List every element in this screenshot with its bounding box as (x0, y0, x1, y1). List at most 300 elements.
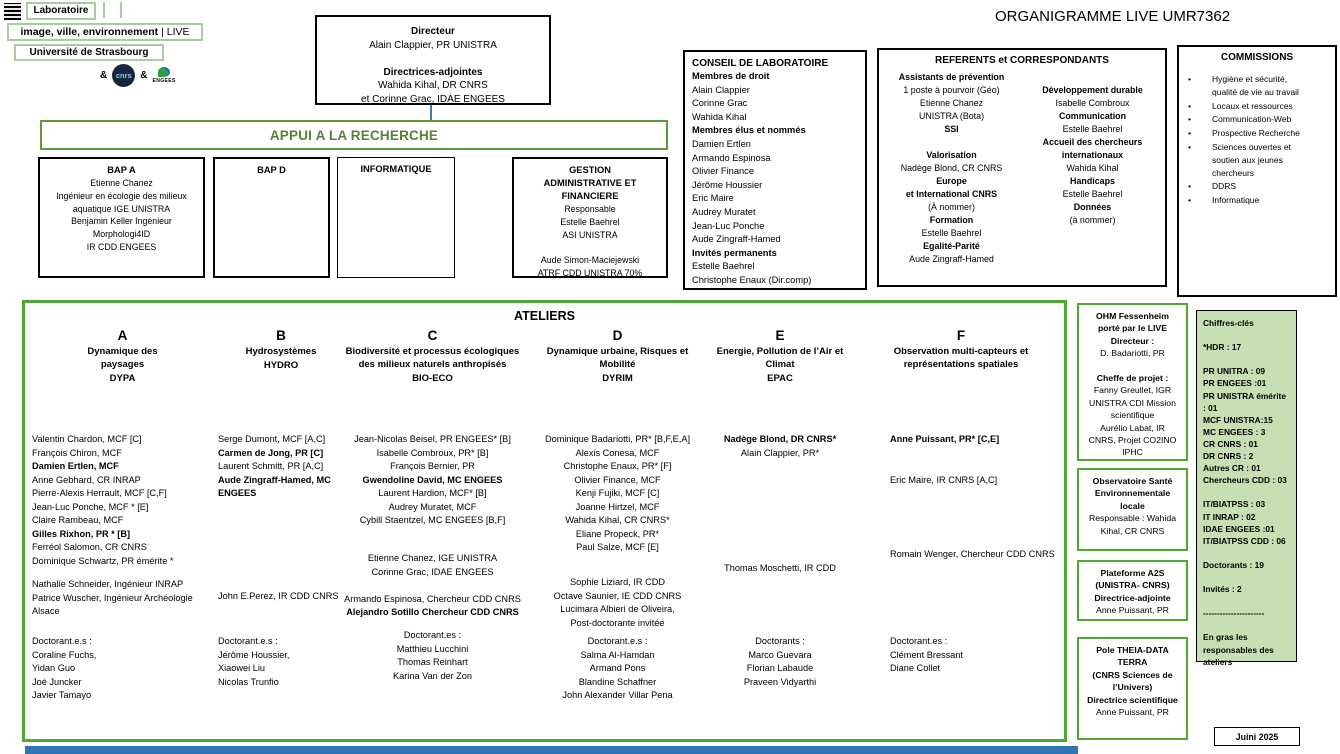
referent-line (1022, 71, 1163, 84)
commission-item-label: Hygiène et sécurité, qualité de vie au travail (1212, 74, 1299, 97)
chiffres-line: Chercheurs CDD : 03 (1203, 475, 1287, 486)
direction-line (317, 52, 549, 66)
atelier-letter: E (775, 328, 785, 343)
ateliers-title: ATELIERS (514, 309, 575, 323)
atelier-d-staff (530, 576, 705, 630)
page-title: ORGANIGRAMME LIVE UMR7362 (995, 8, 1231, 25)
conseil-member: Aude Zingraff-Hamed (692, 234, 781, 245)
staff-line: Romain Wenger, Chercheur CDD CNRS (890, 549, 1055, 559)
logo-laboratoire: Laboratoire (26, 2, 96, 20)
referent-line (881, 136, 1022, 149)
bap-a-line: Benjamin Keller Ingénieur (71, 216, 172, 227)
commission-item (1183, 180, 1331, 193)
atelier-c-staff (340, 552, 525, 620)
doctorant-line: Jérôme Houssier, (218, 649, 290, 660)
member-line: Claire Rambeau, MCF (32, 515, 124, 525)
atelier-e-header (705, 328, 855, 385)
doctorant-line: Clément Bressant (890, 649, 964, 660)
member-line: Cybill Staentzel, MC ENGEES [B,F] (359, 515, 506, 525)
member-line: Laurent Hardion, MCF* [B] (378, 488, 487, 498)
pole-line: Anne Puissant, PR (1096, 707, 1169, 718)
member-line: Aude Zingraff-Hamed, MC (218, 474, 331, 485)
conseil-member: Armando Espinosa (692, 152, 771, 163)
atelier-e-doctorants (705, 635, 855, 689)
observatoire-line: Environnementale (1094, 488, 1171, 499)
chiffres-line (1203, 486, 1290, 498)
staff-line (340, 579, 525, 593)
chiffres-line: Invités : 2 (1203, 584, 1242, 595)
ampersand: & (140, 69, 148, 81)
doctorant-line: Yidan Guo (32, 663, 76, 673)
atelier-a (30, 303, 215, 739)
member-line: Alexis Conesa, MCF (575, 447, 660, 458)
direction-line: Wahida Kihal, DR CNRS (378, 80, 488, 91)
atelier-name: Observation multi-capteurs et représentations spatiales (893, 346, 1029, 370)
observatoire-line: Kihal, CR CNRS (1100, 525, 1165, 536)
cnrs-logo: cnrs (112, 64, 135, 87)
conseil-member: Membres de droit (692, 71, 770, 81)
atelier-name: Dynamique urbaine, Risques et Mobilité (546, 346, 689, 370)
atelier-a-header (30, 328, 215, 385)
ampersand: & (100, 69, 108, 81)
doctorant-line: Joé Juncker (32, 676, 82, 687)
doctorant-line: Doctorant.es : (890, 636, 948, 646)
referent-line: Communication (1058, 111, 1127, 121)
chiffres-line: MC ENGEES : 3 (1203, 426, 1266, 437)
logo-live-suffix: | LIVE (161, 26, 190, 38)
conseil-member: Alain Clappier (692, 84, 750, 95)
ohm-line: IPHC (1122, 447, 1143, 458)
staff-line: Etienne Chanez, IGE UNISTRA (367, 553, 498, 563)
logo-live-main: image, ville, environnement (20, 26, 159, 38)
member-line: Joanne Hirtzel, MCF (575, 501, 660, 512)
member-line: Isabelle Combroux, PR* [B] (376, 447, 489, 458)
doctorant-line: Coraline Fuchs, (32, 649, 97, 660)
atelier-a-staff (30, 578, 217, 619)
referent-line: internationaux (1061, 150, 1124, 160)
staff-line: Octave Saunier, IE CDD CNRS (553, 590, 682, 601)
chiffres-line (1203, 547, 1290, 559)
referents-col-left (881, 71, 1022, 266)
referent-line: Etienne Chanez (919, 98, 984, 108)
atelier-acronym: DYRIM (602, 372, 633, 384)
bullet-icon: • (1188, 100, 1191, 111)
referents-box (877, 48, 1167, 287)
atelier-f (860, 303, 1062, 739)
chiffres-line (1203, 619, 1290, 631)
commission-item (1183, 113, 1331, 126)
referent-line: Estelle Baehrel (921, 228, 982, 238)
atelier-d (530, 303, 705, 739)
ohm-line: Aurélio Labat, IR (1100, 422, 1165, 433)
gestion-line: ASI UNISTRA (562, 229, 618, 240)
chiffres-line: ---------------------- (1203, 608, 1265, 619)
member-line: Olivier Finance, MCF (574, 474, 661, 485)
atelier-letter: F (956, 328, 966, 343)
doctorant-line: Xiaowei Liu (218, 663, 265, 673)
conseil-member: Estelle Baehrel (692, 261, 755, 272)
referent-line: Wahida Kihal (1066, 163, 1119, 173)
engees-logo (152, 67, 175, 84)
doctorant-line: Blandine Schaffner (578, 676, 657, 687)
bullet-icon: • (1188, 74, 1191, 84)
engees-leaf-icon (158, 67, 170, 77)
doctorant-line: Doctorant.es : (403, 630, 462, 640)
member-line: Anne Puissant, PR* [C,E] (890, 434, 1000, 444)
chiffres-line: IT/BIATPSS CDD : 06 (1203, 535, 1286, 546)
atelier-f-doctorants (860, 635, 1092, 676)
atelier-name: Dynamique des paysages (87, 346, 158, 370)
bap-d-title: BAP D (257, 165, 286, 175)
member-line (890, 447, 1092, 461)
atelier-b-members (215, 433, 350, 501)
referent-line: Nadège Blond, CR CNRS (900, 163, 1003, 173)
doctorant-line: Praveen Vidyarthi (743, 676, 817, 687)
member-line: Paul Salze, MCF [E] (576, 542, 659, 552)
gestion-box (512, 157, 668, 278)
connector-line (430, 105, 432, 121)
member-line: Jean-Luc Ponche, MCF * [E] (32, 501, 149, 512)
chiffres-line: CR CNRS : 01 (1203, 438, 1258, 449)
bap-a-box (38, 157, 205, 278)
gestion-line: Responsable (564, 204, 616, 214)
atelier-letter: D (612, 328, 623, 343)
ateliers-box (22, 300, 1067, 742)
engees-label: ENGEES (152, 77, 176, 84)
member-line: Audrey Muratet, MCF (388, 501, 477, 512)
chiffres-line: IDAE ENGEES :01 (1203, 523, 1275, 534)
referent-line: Aude Zingraff-Hamed (909, 254, 994, 264)
staff-line: Armando Espinosa, Chercheur CDD CNRS (344, 593, 521, 604)
appui-band (40, 120, 668, 150)
referent-line: SSI (944, 124, 959, 134)
atelier-letter: A (117, 328, 128, 343)
doctorant-line: John Alexander Villar Pena (562, 690, 673, 700)
atelier-c-members (340, 433, 525, 528)
atelier-name: Hydrosystèmes (245, 346, 317, 357)
conseil-member: Jérôme Houssier (692, 179, 763, 190)
bap-a-line: IR CDD ENGEES (86, 241, 157, 252)
member-line: Wahida Kihal, CR CNRS* (565, 515, 670, 525)
referent-line: Egalité-Parité (923, 241, 980, 251)
atelier-b (215, 303, 347, 739)
conseil-member: Eric Maire (692, 193, 734, 204)
bap-d-box (213, 157, 330, 278)
chiffres-line: PR ENGEES :01 (1203, 378, 1267, 389)
atelier-d-header (530, 328, 705, 385)
logo-divider (120, 2, 122, 18)
bap-a-line: aquatique IGE UNISTRA (72, 203, 171, 214)
gestion-line: Estelle Baehrel (560, 216, 620, 227)
referent-line: Formation (929, 215, 974, 225)
referent-line: Développement durable (1042, 85, 1143, 95)
chiffres-line: DR CNRS : 2 (1203, 451, 1254, 462)
gestion-title-2: ADMINISTRATIVE ET FINANCIERE (543, 178, 637, 201)
atelier-d-doctorants (530, 635, 705, 703)
commission-item (1183, 141, 1331, 179)
referent-line: Assistants de prévention (898, 72, 1005, 82)
member-line: Anne Gebhard, CR INRAP (32, 474, 141, 485)
atelier-a-members (30, 433, 217, 568)
atelier-letter: C (427, 328, 438, 343)
gestion-line (514, 241, 666, 254)
doctorant-line: Nicolas Trunfio (218, 676, 279, 687)
chiffres-line (1203, 353, 1290, 365)
atelier-e-members (705, 433, 855, 460)
observatoire-line: Observatoire Santé (1092, 476, 1173, 486)
bullet-icon: • (1188, 114, 1191, 125)
member-line (890, 460, 1092, 474)
chiffres-line: PR UNISTRA émérite : 01 (1203, 390, 1286, 413)
atelier-c-doctorants (340, 629, 525, 683)
plateforme-line: Plateforme A2S (1100, 568, 1165, 578)
pole-theia-box (1077, 637, 1188, 740)
chiffres-line (1203, 595, 1290, 607)
member-line: Gilles Rixhon, PR * [B] (32, 528, 131, 539)
staff-line: John E.Perez, IR CDD CNRS (218, 591, 339, 601)
commissions-list (1183, 73, 1331, 207)
ohm-line: D. Badariotti, PR (1100, 348, 1165, 359)
plateforme-line: (UNISTRA- CNRS) (1095, 580, 1170, 591)
bap-a-line: Morphologi4ID (92, 229, 151, 240)
chiffres-line (1203, 571, 1290, 583)
pole-line: (CNRS Sciences de (1092, 669, 1173, 680)
direction-line: Directeur (411, 26, 455, 37)
ohm-line: Directeur : (1110, 335, 1155, 346)
bap-a-line: Etienne Chanez (90, 178, 153, 188)
chiffres-line: PR UNITRA : 09 (1203, 366, 1266, 377)
referent-line: UNISTRA (Bota) (918, 111, 985, 121)
staff-line: Nathalie Schneider, Ingénieur INRAP (32, 579, 184, 589)
member-line: Dominique Badariotti, PR* [B,F,E,A] (544, 434, 691, 444)
chiffres-line: Doctorants : 19 (1203, 559, 1264, 570)
conseil-member: Audrey Muratet (692, 206, 756, 217)
logo-partners (100, 62, 220, 88)
conseil-list (692, 70, 858, 288)
doctorant-line: Thomas Reinhart (397, 657, 468, 667)
staff-line: Corinne Grac, IDAE ENGEES (371, 566, 494, 577)
bap-a-line: Ingénieur en écologie des milieux (56, 190, 187, 201)
referent-line: et International CNRS (905, 189, 998, 199)
doctorant-line: Doctorant.e.s : (587, 636, 648, 646)
referents-col-right (1022, 71, 1163, 266)
doctorant-line: Doctorants : (755, 636, 805, 646)
member-line: François Bernier, PR (390, 461, 475, 471)
atelier-a-doctorants (30, 635, 217, 703)
commission-item (1183, 194, 1331, 207)
chiffres-line: IT INRAP : 02 (1203, 511, 1256, 522)
atelier-letter: B (276, 328, 286, 343)
informatique-title: INFORMATIQUE (360, 164, 432, 174)
referent-line: Handicaps (1070, 176, 1115, 186)
ohm-line: Cheffe de projet : (1096, 373, 1169, 384)
logo-divider (103, 2, 105, 18)
member-line: Nadège Blond, DR CNRS* (723, 434, 837, 444)
atelier-f-members (860, 433, 1092, 487)
ohm-line: scientifique (1110, 410, 1155, 421)
appui-title: APPUI A LA RECHERCHE (269, 127, 439, 143)
atelier-c (340, 303, 525, 739)
doctorant-line: Doctorant.e.s : (218, 636, 278, 646)
referent-line: (À nommer) (928, 202, 975, 212)
atelier-f-header (860, 328, 1062, 372)
commission-item-label: Prospective Recherche (1212, 128, 1300, 139)
member-line: Dominique Schwartz, PR émérite * (32, 555, 174, 566)
ohm-line: porté par le LIVE (1097, 323, 1168, 334)
doctorant-line: Doctorant.e.s : (32, 636, 92, 646)
plateforme-line: Directrice-adjointe (1094, 592, 1171, 603)
doctorant-line: Marco Guevara (748, 649, 812, 660)
atelier-acronym: EPAC (767, 372, 793, 384)
member-line: Christophe Enaux, PR* [F] (563, 461, 672, 471)
member-line: Gwendoline David, MC ENGEES (362, 474, 503, 485)
referents-title: REFERENTS et CORRESPONDANTS (935, 55, 1109, 66)
commissions-title: COMMISSIONS (1220, 52, 1294, 63)
conseil-box (683, 50, 867, 290)
conseil-member: Damien Ertlen (692, 138, 751, 149)
commission-item-label: Sciences ouvertes et soutien aux jeunes chercheurs (1212, 141, 1291, 178)
gestion-title-1: GESTION (569, 165, 611, 175)
ohm-line: UNISTRA CDI Mission (1089, 397, 1176, 408)
staff-line: Sophie Liziard, IR CDD (570, 577, 665, 587)
pole-line: Pole THEIA-DATA (1096, 645, 1169, 655)
informatique-box (337, 157, 455, 278)
bullet-icon: • (1188, 181, 1191, 192)
member-line: Pierre-Alexis Herrault, MCF [C,F] (32, 488, 167, 498)
gestion-line: ATRF CDD UNISTRA 70% (537, 267, 643, 278)
referent-line: Estelle Baehrel (1062, 189, 1123, 199)
referent-line: Estelle Baehrel (1062, 124, 1123, 134)
bottom-bar (25, 746, 1078, 754)
observatoire-line: locale (1120, 500, 1145, 511)
conseil-member: Christophe Enaux (Dir.comp) (692, 274, 812, 285)
bullet-icon: • (1188, 195, 1191, 206)
commission-item (1183, 73, 1331, 99)
doctorant-line: Javier Tamayo (32, 690, 92, 700)
ohm-fessenheim-box (1077, 303, 1188, 461)
member-line: François Chiron, MCF (32, 447, 122, 458)
member-line: Carmen de Jong, PR [C] (218, 447, 324, 458)
bullet-icon: • (1188, 128, 1191, 139)
direction-box (315, 15, 551, 105)
commission-item-label: Communication-Web (1212, 114, 1292, 125)
conseil-member: Invités permanents (692, 247, 777, 258)
chiffres-line: MCF UNISTRA:15 (1203, 414, 1273, 425)
member-line: Damien Ertlen, MCF (32, 461, 119, 471)
atelier-b-header (215, 328, 347, 372)
ohm-line (1079, 360, 1186, 372)
doctorant-line: Armand Pons (589, 663, 646, 673)
atelier-e-staff (705, 562, 855, 576)
commission-item-label: DDRS (1212, 181, 1237, 192)
member-line: Laurent Schmitt, PR [A,C] (218, 461, 324, 471)
conseil-member: Corinne Grac (692, 98, 748, 109)
date-box: Juini 2025 (1214, 727, 1300, 746)
referent-line: Isabelle Combroux (1055, 98, 1130, 108)
referent-line: Données (1073, 202, 1112, 212)
observatoire-line: Responsable : Wahida (1088, 513, 1177, 524)
conseil-member: Jean-Luc Ponche (692, 220, 765, 231)
member-line: Valentin Chardon, MCF [C] (32, 434, 142, 444)
doctorant-line: Karina Van der Zon (393, 670, 472, 681)
ohm-line: OHM Fessenheim (1096, 311, 1169, 321)
commissions-box (1177, 45, 1337, 297)
member-line: ENGEES (218, 488, 257, 498)
staff-line: Alejandro Sotillo Chercheur CDD CNRS (346, 607, 519, 617)
chiffres-line: En gras les responsables des ateliers (1203, 632, 1274, 667)
pole-line: Directrice scientifique (1087, 694, 1178, 705)
referent-line: (à nommer) (1069, 215, 1116, 225)
member-line: Eric Maire, IR CNRS [A,C] (890, 474, 998, 485)
atelier-d-members (530, 433, 705, 555)
atelier-acronym: BIO-ECO (412, 372, 453, 384)
referent-line: Europe (936, 176, 967, 186)
chiffres-line (1203, 329, 1290, 341)
observatoire-sante-box (1077, 468, 1188, 551)
conseil-member: Membres élus et nommés (692, 125, 806, 136)
staff-line: Patrice Wuscher, Ingénieur Archéologie Alsace (32, 592, 193, 616)
ohm-line: Fanny Greullet, IGR (1093, 385, 1172, 396)
conseil-member: Wahida Kihal (692, 111, 747, 122)
atelier-acronym: DYPA (109, 372, 136, 384)
direction-line: et Corinne Grac, IDAE ENGEES (361, 93, 505, 105)
commission-item-label: Locaux et ressources (1212, 100, 1293, 111)
member-line: Jean-Nicolas Beisel, PR ENGEES* [B] (354, 434, 511, 444)
referent-line: 1 poste à pourvoir (Géo) (903, 85, 1000, 95)
plateforme-a2s-box (1077, 560, 1188, 621)
staff-line: Lucimara Albieri de Oliveira, (560, 604, 675, 614)
staff-line: Thomas Moschetti, IR CDD (724, 563, 836, 573)
atelier-e (705, 303, 855, 739)
conseil-title: CONSEIL DE LABORATOIRE (692, 58, 829, 69)
atelier-c-header (340, 328, 525, 385)
doctorant-line: Salma Al-Hamdan (580, 649, 655, 660)
member-line: Eliane Propeck, PR* (575, 528, 660, 539)
pole-line: TERRA (1117, 657, 1148, 668)
referent-line: Valorisation (926, 150, 977, 160)
conseil-member: Olivier Finance (692, 166, 755, 177)
pole-line: l’Univers) (1112, 682, 1153, 693)
atelier-acronym: HYDRO (263, 359, 299, 371)
atelier-b-staff (215, 590, 350, 604)
chiffres-cles-box (1196, 310, 1297, 667)
staff-line: Post-doctorante invitée (570, 617, 665, 628)
chiffres-line: *HDR : 17 (1203, 342, 1242, 353)
chiffres-line: Autres CR : 01 (1203, 463, 1261, 474)
doctorant-line: Diane Collet (890, 663, 941, 673)
atelier-b-doctorants (215, 635, 350, 689)
doctorant-line: Florian Labaude (746, 663, 814, 673)
direction-line: Directrices-adjointes (383, 66, 483, 78)
member-line: Serge Dumont, MCF [A,C] (218, 434, 326, 444)
logo-university: Université de Strasbourg (14, 44, 164, 61)
atelier-name: Energie, Pollution de l’Air et Climat (716, 346, 844, 370)
bap-a-title: BAP A (107, 165, 136, 175)
member-line: Kenji Fujiki, MCF [C] (575, 488, 660, 498)
commission-item-label: Informatique (1212, 195, 1260, 206)
gestion-line: Aude Simon-Maciejewski (540, 255, 640, 266)
commission-item (1183, 127, 1331, 140)
direction-line: Alain Clappier, PR UNISTRA (369, 39, 497, 51)
member-line: Alain Clappier, PR* (740, 447, 820, 458)
chiffres-line: IT/BIATPSS : 03 (1203, 499, 1266, 510)
bullet-icon: • (1188, 141, 1191, 152)
plateforme-line: Anne Puissant, PR (1096, 605, 1169, 616)
doctorant-line: Matthieu Lucchini (396, 643, 469, 654)
logo-live-line (7, 23, 203, 41)
referent-line: Accueil des chercheurs (1042, 137, 1143, 147)
member-line: Ferréol Salomon, CR CNRS (32, 542, 147, 552)
